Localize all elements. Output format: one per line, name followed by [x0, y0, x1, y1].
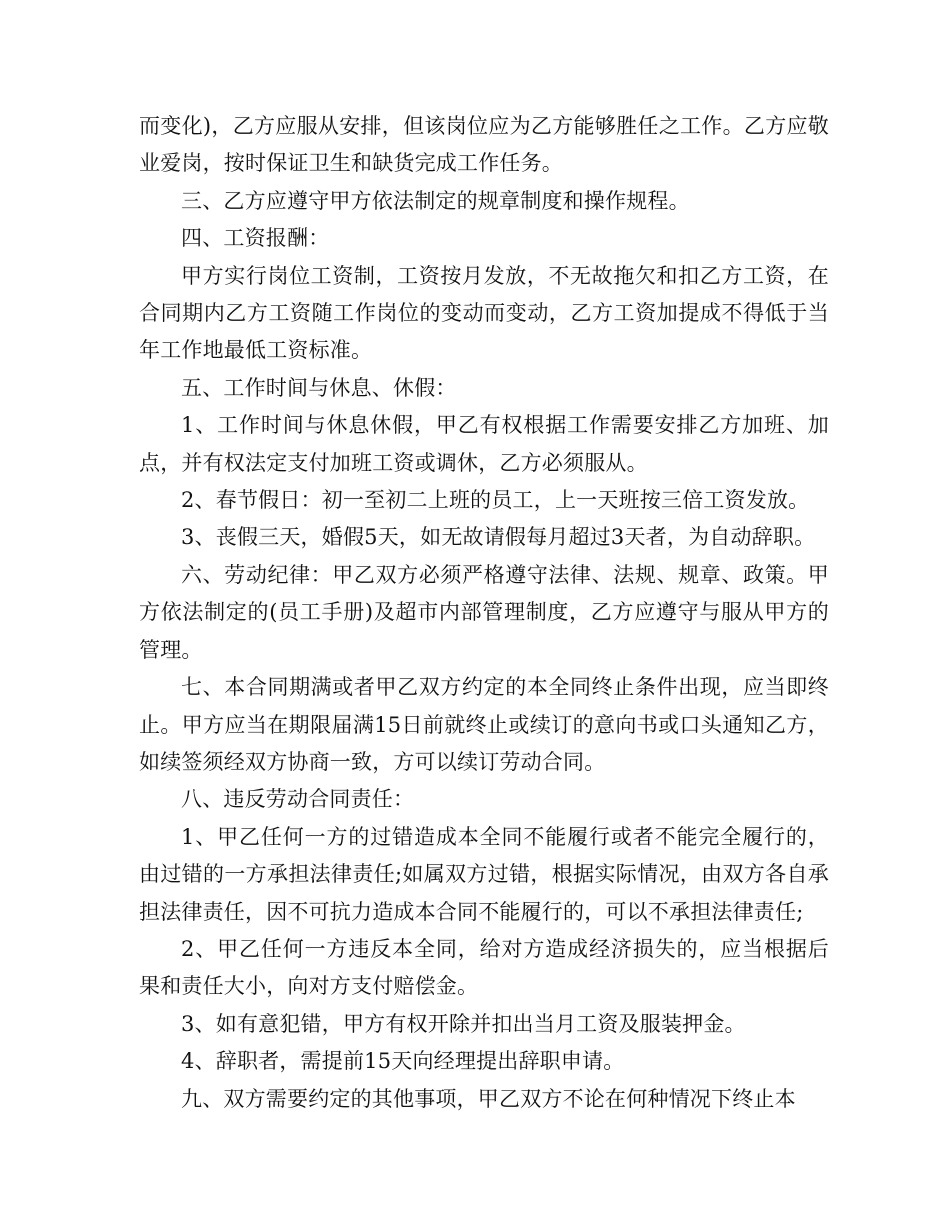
paragraph-liability-1: 1、甲乙任何一方的过错造成本全同不能履行或者不能完全履行的，由过错的一方承担法律责任;如属双方过错，根据实际情况，由双方各自承担法律责任，因不可抗力造成本合同不能履行的，可以不承担法律责任;	[139, 824, 829, 924]
paragraph-termination: 七、本合同期满或者甲乙双方约定的本全同终止条件出现，应当即终止。甲方应当在期限届满15日前就终止或续订的意向书或口头通知乙方，如续签须经双方协商一致，方可以续订劳动合同。	[139, 675, 829, 774]
paragraph-clause-9: 九、双方需要约定的其他事项，甲乙双方不论在何种情况下终止本	[181, 1086, 796, 1111]
heading-working-hours: 五、工作时间与休息、休假：	[181, 375, 457, 400]
paragraph-discipline: 六、劳动纪律：甲乙双方必须严格遵守法律、法规、规章、政策。甲方依法制定的(员工手册)及超市内部管理制度，乙方应遵守与服从甲方的管理。	[139, 562, 829, 662]
document-page	[139, 108, 829, 1118]
paragraph-liability-3: 3、如有意犯错，甲方有权开除并扣出当月工资及服装押金。	[181, 1011, 746, 1036]
paragraph-liability-2: 2、甲乙任何一方违反本全同，给对方造成经济损失的，应当根据后果和责任大小，向对方支付赔偿金。	[139, 936, 829, 999]
paragraph-hours-2: 2、春节假日：初一至初二上班的员工，上一天班按三倍工资发放。	[181, 488, 810, 513]
heading-wages: 四、工资报酬：	[181, 226, 330, 251]
paragraph-wages: 甲方实行岗位工资制，工资按月发放，不无故拖欠和扣乙方工资，在合同期内乙方工资随工作岗位的变动而变动，乙方工资加提成不得低于当年工作地最低工资标准。	[139, 263, 829, 363]
paragraph-continuation: 而变化)，乙方应服从安排，但该岗位应为乙方能够胜任之工作。乙方应敬业爱岗，按时保证卫生和缺货完成工作任务。	[139, 114, 829, 176]
paragraph-clause-3: 三、乙方应遵守甲方依法制定的规章制度和操作规程。	[181, 188, 690, 213]
paragraph-hours-3: 3、丧假三天，婚假5天，如无故请假每月超过3天者，为自动辞职。	[181, 525, 816, 550]
heading-liability: 八、违反劳动合同责任：	[181, 787, 415, 812]
paragraph-hours-1: 1、工作时间与休息休假，甲乙有权根据工作需要安排乙方加班、加点，并有权法定支付加班工资或调休，乙方必须服从。	[139, 413, 829, 475]
paragraph-liability-4: 4、辞职者，需提前15天向经理提出辞职申请。	[181, 1049, 625, 1074]
